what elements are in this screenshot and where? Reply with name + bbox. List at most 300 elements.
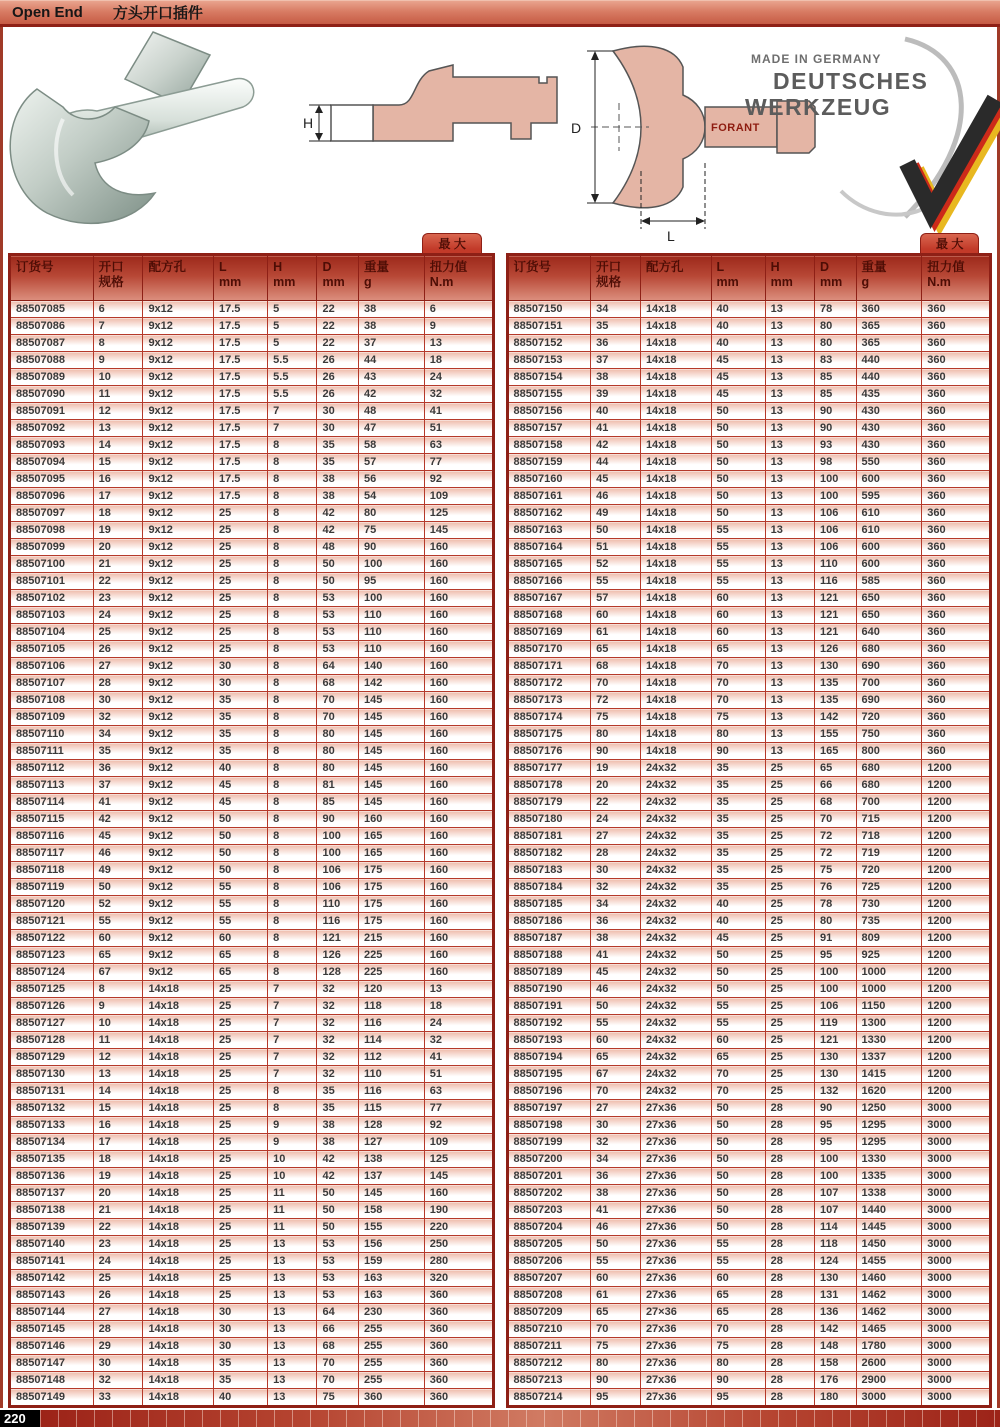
table-cell: 650 [856,590,922,607]
table-cell: 28 [765,1236,814,1253]
table-cell: 88507103 [10,607,94,624]
table-cell: 13 [268,1389,317,1407]
table-cell: 88507152 [507,335,591,352]
table-cell: 30 [214,675,268,692]
table-cell: 17 [93,1134,143,1151]
table-cell: 8 [268,879,317,896]
table-cell: 1150 [856,998,922,1015]
table-cell: 13 [765,573,814,590]
table-cell: 43 [359,369,425,386]
table-cell: 85 [814,369,856,386]
table-cell: 37 [359,335,425,352]
table-cell: 160 [424,828,493,845]
table-cell: 88507106 [10,658,94,675]
table-row [507,1338,991,1355]
table-cell: 128 [359,1117,425,1134]
table-cell: 3000 [856,1389,922,1407]
table-cell: 3000 [922,1270,991,1287]
table-cell: 8 [268,862,317,879]
table-cell: 25 [214,981,268,998]
table-cell: 121 [317,930,359,947]
table-cell: 80 [814,335,856,352]
table-row [10,590,494,607]
table-cell: 55 [93,913,143,930]
table-cell: 95 [591,1389,641,1407]
table-cell: 14x18 [640,573,711,590]
table-cell: 106 [814,539,856,556]
table-cell: 360 [922,743,991,760]
table-cell: 53 [317,590,359,607]
table-cell: 88507090 [10,386,94,403]
table-cell: 17.5 [214,454,268,471]
table-cell: 54 [359,488,425,505]
table-cell: 1200 [922,913,991,930]
table-cell: 53 [317,1236,359,1253]
table-cell: 90 [591,743,641,760]
table-cell: 88507091 [10,403,94,420]
table-row [10,318,494,335]
table-cell: 14x18 [143,1032,214,1049]
table-cell: 25 [214,1134,268,1151]
table-cell: 25 [214,1253,268,1270]
table-row [10,1389,494,1407]
table-row [10,743,494,760]
table-cell: 126 [317,947,359,964]
table-cell: 41 [591,1202,641,1219]
table-cell: 36 [591,913,641,930]
table-cell: 360 [922,301,991,318]
table-cell: 70 [317,692,359,709]
table-cell: 35 [214,692,268,709]
table-cell: 13 [268,1372,317,1389]
table-cell: 18 [93,505,143,522]
table-cell: 24 [591,811,641,828]
table-cell: 36 [93,760,143,777]
table-cell: 680 [856,760,922,777]
col-header-order-no: 订货号 [10,255,94,301]
table-cell: 176 [814,1372,856,1389]
table-cell: 90 [711,743,765,760]
col-header-weight: 重量 g [856,255,922,301]
table-cell: 20 [93,1185,143,1202]
table-cell: 24x32 [640,845,711,862]
table-cell: 75 [711,1338,765,1355]
table-cell: 3000 [922,1321,991,1338]
table-cell: 1200 [922,845,991,862]
table-cell: 45 [711,386,765,403]
table-cell: 88507114 [10,794,94,811]
table-cell: 255 [359,1355,425,1372]
table-cell: 106 [814,998,856,1015]
table-cell: 88507134 [10,1134,94,1151]
table-cell: 10 [268,1151,317,1168]
table-cell: 48 [359,403,425,420]
col-header-H: H mm [268,255,317,301]
table-cell: 365 [856,335,922,352]
table-cell: 88507117 [10,845,94,862]
table-cell: 720 [856,709,922,726]
table-cell: 88507135 [10,1151,94,1168]
table-cell: 9x12 [143,794,214,811]
table-cell: 26 [317,352,359,369]
table-cell: 20 [93,539,143,556]
table-cell: 175 [359,913,425,930]
table-row [10,913,494,930]
table-cell: 88507155 [507,386,591,403]
table-cell: 88507125 [10,981,94,998]
table-cell: 9x12 [143,845,214,862]
table-cell: 28 [765,1100,814,1117]
table-cell: 160 [424,1185,493,1202]
table-cell: 8 [268,726,317,743]
table-cell: 14x18 [143,1304,214,1321]
table-cell: 63 [424,437,493,454]
table-cell: 88507136 [10,1168,94,1185]
table-cell: 3000 [922,1151,991,1168]
table-cell: 88507190 [507,981,591,998]
table-cell: 13 [765,539,814,556]
table-cell: 1330 [856,1151,922,1168]
table-cell: 24x32 [640,896,711,913]
table-cell: 14x18 [640,658,711,675]
table-cell: 40 [711,913,765,930]
table-row [507,964,991,981]
left-header-row [10,255,494,301]
table-cell: 35 [317,437,359,454]
table-cell: 9 [268,1134,317,1151]
table-cell: 17.5 [214,437,268,454]
table-cell: 88507200 [507,1151,591,1168]
table-cell: 50 [317,556,359,573]
table-cell: 8 [268,913,317,930]
table-cell: 165 [814,743,856,760]
table-cell: 9x12 [143,454,214,471]
table-cell: 25 [214,1083,268,1100]
table-row [10,760,494,777]
table-cell: 13 [765,471,814,488]
table-cell: 1000 [856,981,922,998]
table-cell: 32 [317,1066,359,1083]
table-cell: 142 [814,709,856,726]
table-row [507,998,991,1015]
table-row [10,794,494,811]
table-cell: 75 [814,862,856,879]
table-cell: 27 [93,658,143,675]
table-cell: 116 [814,573,856,590]
table-cell: 35 [317,454,359,471]
table-cell: 9x12 [143,539,214,556]
table-cell: 45 [214,794,268,811]
table-cell: 100 [359,556,425,573]
table-cell: 9x12 [143,811,214,828]
table-cell: 30 [214,1321,268,1338]
table-cell: 925 [856,947,922,964]
table-cell: 9 [424,318,493,335]
table-cell: 14x18 [640,607,711,624]
table-cell: 45 [711,352,765,369]
table-cell: 27x36 [640,1321,711,1338]
table-cell: 230 [359,1304,425,1321]
table-cell: 88507100 [10,556,94,573]
table-cell: 106 [317,862,359,879]
table-cell: 600 [856,471,922,488]
table-cell: 360 [922,607,991,624]
table-cell: 88507127 [10,1015,94,1032]
table-cell: 22 [317,301,359,318]
table-cell: 88507110 [10,726,94,743]
table-cell: 88507183 [507,862,591,879]
table-cell: 360 [922,505,991,522]
table-cell: 35 [93,743,143,760]
table-cell: 33 [93,1389,143,1407]
table-row [507,1304,991,1321]
table-cell: 88507098 [10,522,94,539]
table-cell: 9x12 [143,590,214,607]
table-cell: 39 [591,386,641,403]
table-cell: 700 [856,794,922,811]
table-cell: 88507198 [507,1117,591,1134]
table-cell: 110 [359,624,425,641]
table-cell: 53 [317,1287,359,1304]
table-cell: 44 [359,352,425,369]
table-cell: 17.5 [214,488,268,505]
table-cell: 13 [765,641,814,658]
table-cell: 360 [922,369,991,386]
table-cell: 42 [317,505,359,522]
table-cell: 360 [922,437,991,454]
table-cell: 715 [856,811,922,828]
table-cell: 3000 [922,1134,991,1151]
table-cell: 3000 [922,1355,991,1372]
table-cell: 13 [765,624,814,641]
table-cell: 50 [711,1117,765,1134]
table-cell: 809 [856,930,922,947]
table-cell: 88507107 [10,675,94,692]
table-cell: 88507141 [10,1253,94,1270]
table-cell: 41 [591,947,641,964]
table-cell: 640 [856,624,922,641]
table-row [507,437,991,454]
table-row [10,1185,494,1202]
table-cell: 3000 [922,1389,991,1407]
table-cell: 27x36 [640,1236,711,1253]
table-cell: 7 [268,1015,317,1032]
table-cell: 32 [317,998,359,1015]
table-cell: 160 [424,862,493,879]
table-cell: 88507113 [10,777,94,794]
table-cell: 14x18 [640,369,711,386]
table-row [507,573,991,590]
table-cell: 64 [317,1304,359,1321]
table-cell: 21 [93,556,143,573]
table-cell: 1200 [922,794,991,811]
table-row [507,862,991,879]
table-cell: 28 [765,1219,814,1236]
table-cell: 19 [591,760,641,777]
table-cell: 13 [765,505,814,522]
table-cell: 14x18 [143,1321,214,1338]
logo-werkzeug: WERKZEUG [745,94,892,120]
table-cell: 13 [268,1270,317,1287]
table-cell: 55 [711,556,765,573]
table-cell: 88507209 [507,1304,591,1321]
table-cell: 165 [359,845,425,862]
table-cell: 13 [268,1253,317,1270]
table-cell: 80 [814,913,856,930]
table-cell: 9x12 [143,777,214,794]
table-cell: 14x18 [640,471,711,488]
table-row [10,1151,494,1168]
table-cell: 255 [359,1321,425,1338]
table-cell: 107 [814,1185,856,1202]
dim-d-label: D [571,120,582,136]
table-cell: 27x36 [640,1287,711,1304]
table-cell: 90 [317,811,359,828]
table-cell: 88507130 [10,1066,94,1083]
table-cell: 50 [214,811,268,828]
table-cell: 160 [424,964,493,981]
table-cell: 27x36 [640,1338,711,1355]
table-cell: 34 [93,726,143,743]
table-row [507,1355,991,1372]
table-cell: 14x18 [640,505,711,522]
table-cell: 26 [317,386,359,403]
table-cell: 100 [814,1168,856,1185]
table-cell: 88507174 [507,709,591,726]
table-cell: 17.5 [214,352,268,369]
table-cell: 8 [268,505,317,522]
table-cell: 51 [424,1066,493,1083]
table-row [507,624,991,641]
table-cell: 7 [93,318,143,335]
table-cell: 13 [765,454,814,471]
table-cell: 35 [711,777,765,794]
table-cell: 360 [424,1287,493,1304]
table-cell: 13 [765,743,814,760]
table-cell: 115 [359,1100,425,1117]
table-cell: 14 [93,1083,143,1100]
table-cell: 7 [268,420,317,437]
table-cell: 215 [359,930,425,947]
table-cell: 14x18 [640,301,711,318]
table-cell: 25 [214,1270,268,1287]
table-cell: 14x18 [143,1372,214,1389]
col-header-L: L mm [214,255,268,301]
table-cell: 88507179 [507,794,591,811]
table-cell: 360 [424,1389,493,1407]
table-cell: 145 [359,726,425,743]
table-cell: 88507189 [507,964,591,981]
table-cell: 25 [765,777,814,794]
table-cell: 136 [814,1304,856,1321]
table-cell: 8 [268,1100,317,1117]
table-cell: 109 [424,488,493,505]
max-torque-tab: 最 大 [422,233,481,253]
table-cell: 145 [424,522,493,539]
table-cell: 50 [711,1134,765,1151]
table-cell: 3000 [922,1202,991,1219]
table-cell: 88507169 [507,624,591,641]
table-cell: 25 [214,590,268,607]
table-cell: 14x18 [143,1066,214,1083]
table-cell: 163 [359,1287,425,1304]
table-cell: 124 [814,1253,856,1270]
table-cell: 14x18 [143,1134,214,1151]
table-cell: 30 [93,1355,143,1372]
table-cell: 28 [765,1134,814,1151]
table-cell: 14x18 [143,1015,214,1032]
table-cell: 13 [765,301,814,318]
table-cell: 13 [765,658,814,675]
table-cell: 160 [424,777,493,794]
table-cell: 160 [359,811,425,828]
table-row [507,930,991,947]
table-cell: 160 [424,641,493,658]
table-cell: 38 [317,471,359,488]
table-cell: 550 [856,454,922,471]
table-row [10,1270,494,1287]
table-cell: 9x12 [143,335,214,352]
table-cell: 9x12 [143,573,214,590]
table-cell: 360 [922,386,991,403]
table-cell: 88507121 [10,913,94,930]
table-cell: 42 [317,522,359,539]
table-cell: 53 [317,624,359,641]
table-cell: 5 [268,335,317,352]
table-cell: 38 [591,1185,641,1202]
table-cell: 18 [93,1151,143,1168]
table-cell: 25 [214,641,268,658]
right-max-tab-row [506,233,993,253]
table-cell: 50 [317,573,359,590]
table-row [507,777,991,794]
table-cell: 14x18 [143,1100,214,1117]
table-cell: 90 [814,420,856,437]
table-cell: 730 [856,896,922,913]
table-cell: 14x18 [640,403,711,420]
table-cell: 88507092 [10,420,94,437]
table-cell: 72 [814,828,856,845]
table-cell: 88507159 [507,454,591,471]
table-cell: 15 [93,454,143,471]
table-cell: 24x32 [640,1049,711,1066]
table-cell: 155 [814,726,856,743]
table-cell: 600 [856,539,922,556]
table-row [507,607,991,624]
table-cell: 14x18 [640,675,711,692]
table-cell: 1200 [922,1049,991,1066]
table-cell: 50 [591,998,641,1015]
table-cell: 690 [856,692,922,709]
table-cell: 138 [359,1151,425,1168]
table-cell: 88507203 [507,1202,591,1219]
table-cell: 142 [814,1321,856,1338]
table-cell: 360 [359,1389,425,1407]
table-cell: 2600 [856,1355,922,1372]
table-row [507,505,991,522]
table-cell: 225 [359,947,425,964]
table-cell: 106 [814,505,856,522]
table-cell: 27×36 [640,1304,711,1321]
table-cell: 46 [591,488,641,505]
table-cell: 88507118 [10,862,94,879]
table-cell: 1200 [922,981,991,998]
table-cell: 13 [765,590,814,607]
table-cell: 8 [268,658,317,675]
table-cell: 24x32 [640,1015,711,1032]
table-cell: 160 [424,794,493,811]
table-cell: 75 [591,1338,641,1355]
